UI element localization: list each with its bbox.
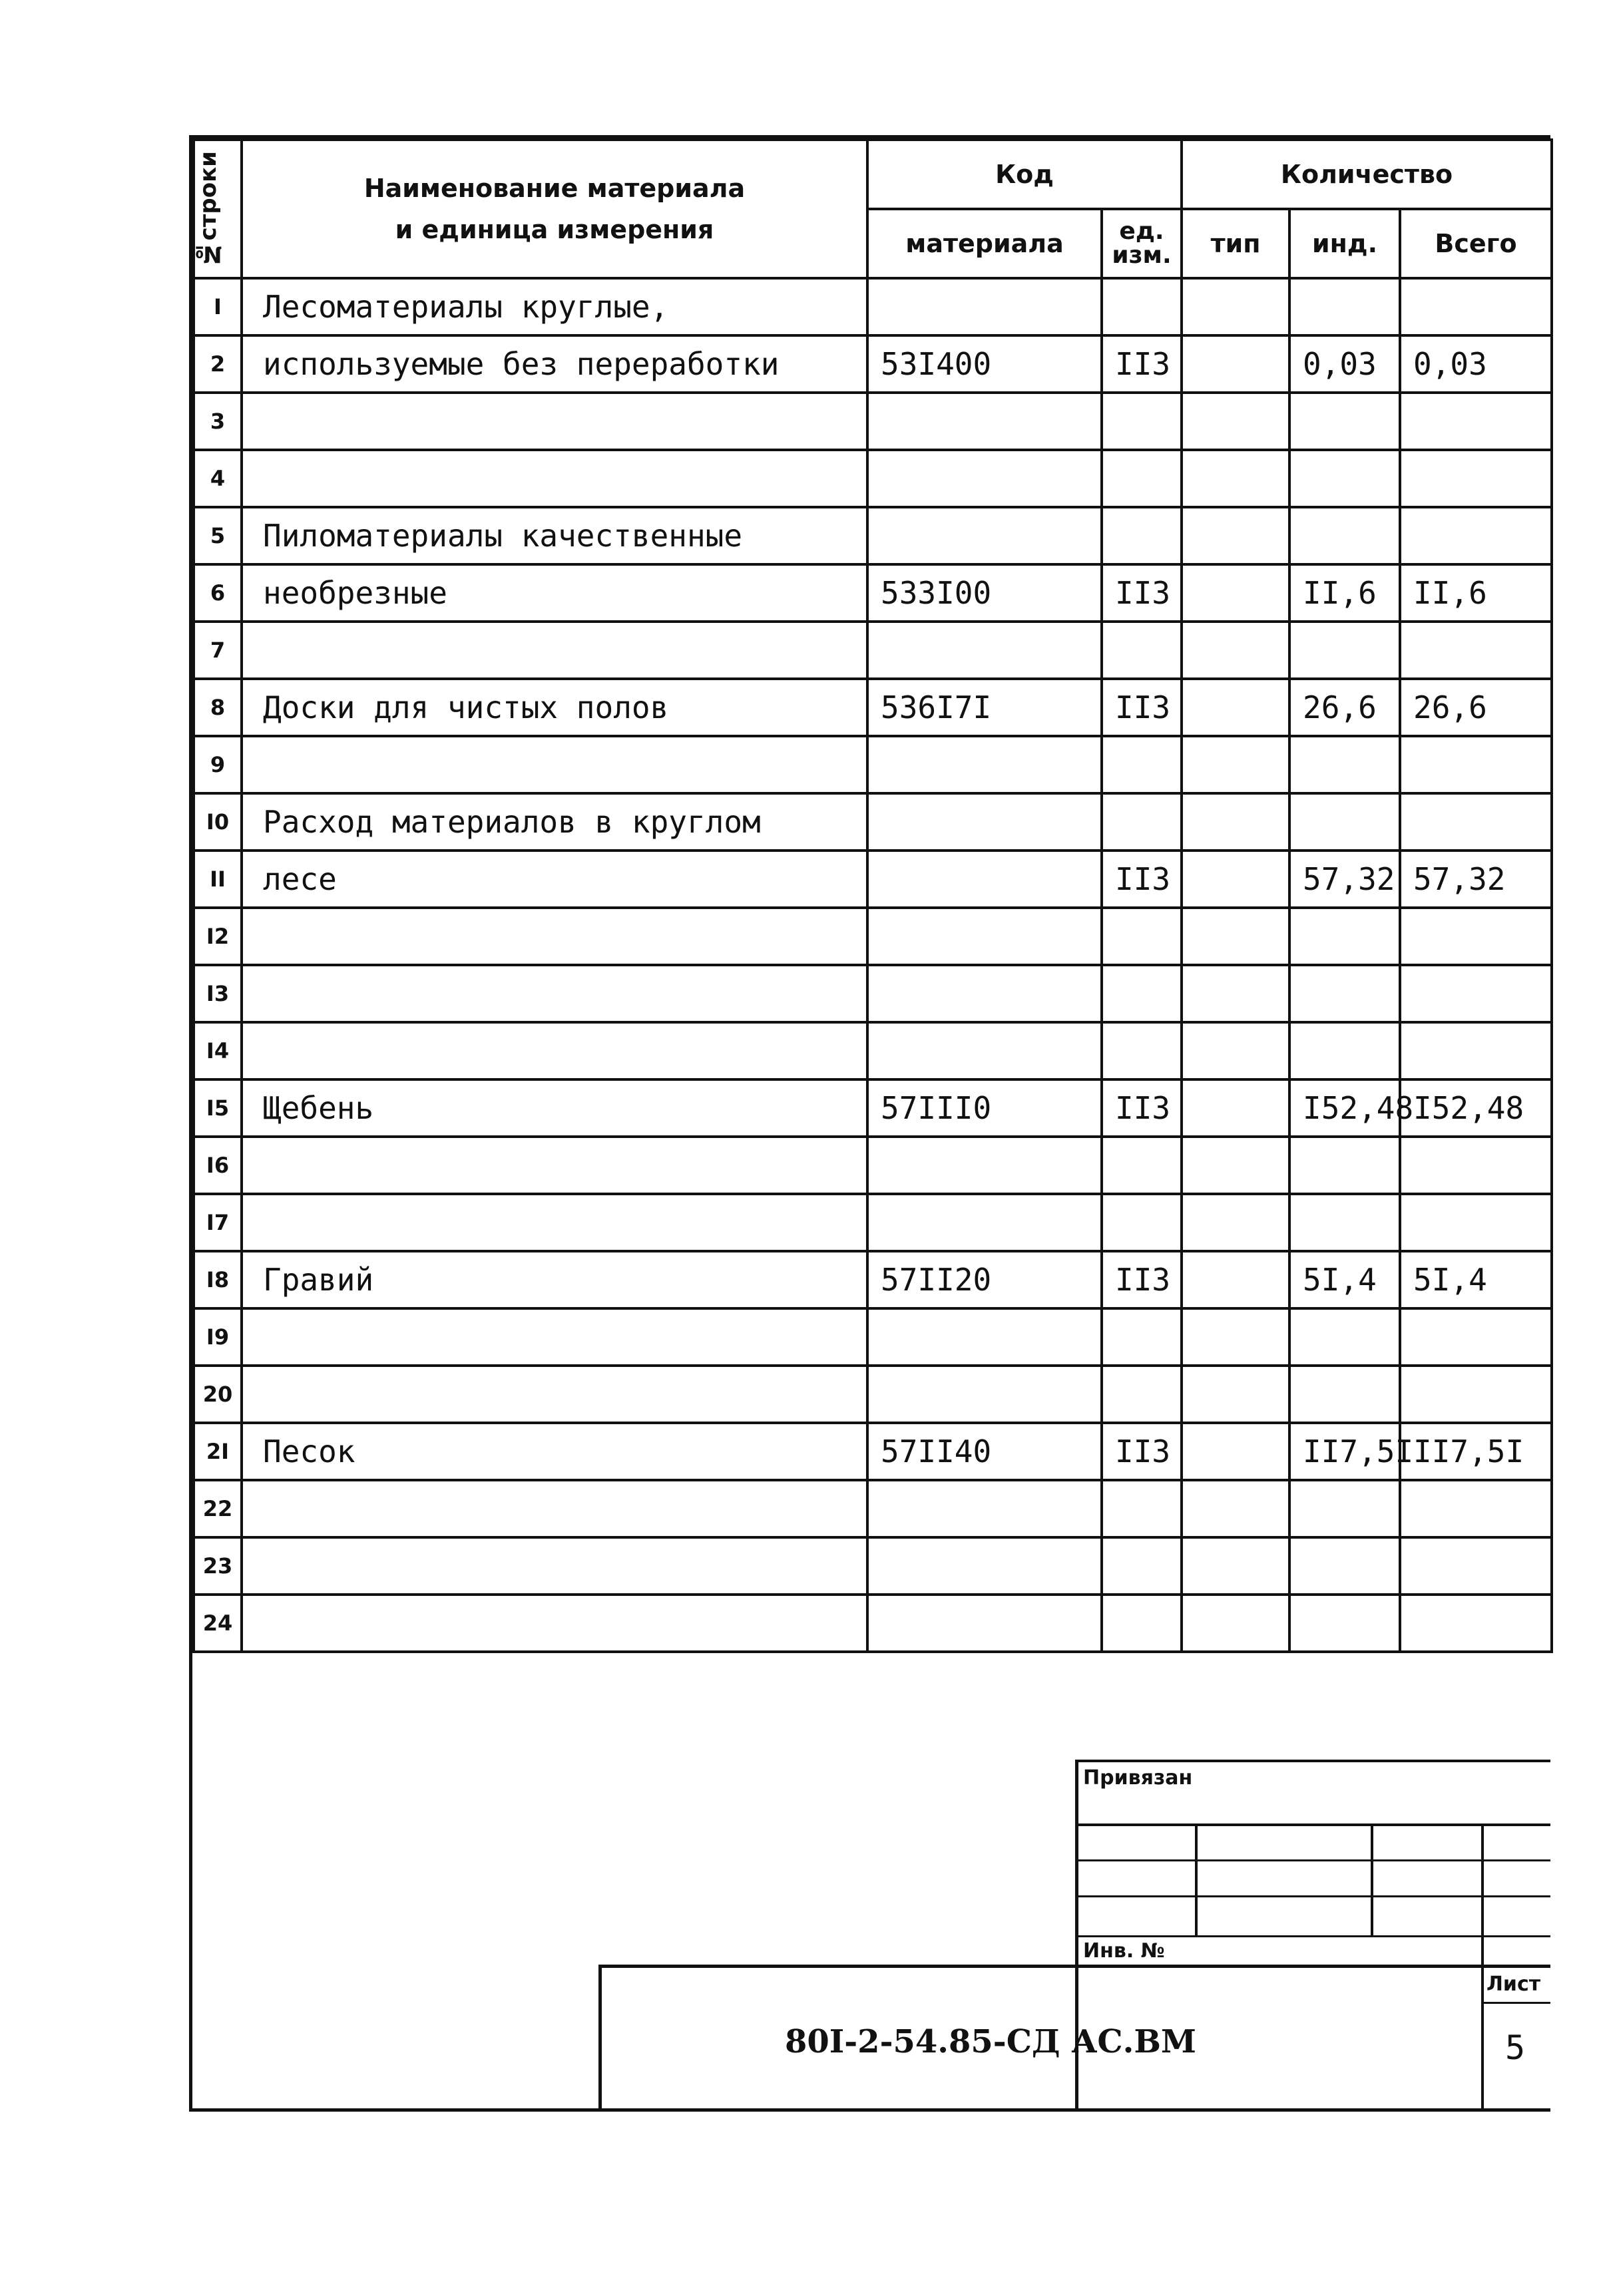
document-sheet xyxy=(189,135,1550,2112)
row-number: I6 xyxy=(194,1137,242,1194)
qty-total: II7,5I xyxy=(1400,1423,1552,1480)
row-number: 8 xyxy=(194,679,242,736)
row-number: I4 xyxy=(194,1022,242,1079)
material-name: лесе xyxy=(242,851,867,908)
stamp-frame-line xyxy=(598,1965,1550,1968)
qty-type-header: тип xyxy=(1182,209,1289,278)
code-unit-header-line2: изм. xyxy=(1112,242,1172,269)
unit-code: II3 xyxy=(1102,679,1182,736)
unit-code: II3 xyxy=(1102,1079,1182,1137)
row-number: I0 xyxy=(194,793,242,851)
stamp-frame-line xyxy=(1481,2002,1550,2004)
qty-ind: II,6 xyxy=(1289,564,1400,622)
material-code: 57III0 xyxy=(867,1079,1102,1137)
material-name: используемые без переработки xyxy=(242,335,867,393)
row-number: 9 xyxy=(194,736,242,793)
material-name: Гравий xyxy=(242,1251,867,1308)
code-header: Код xyxy=(867,140,1182,209)
stamp-frame-line xyxy=(1371,1823,1373,1935)
row-number: I2 xyxy=(194,908,242,965)
code-material-header: материала xyxy=(867,209,1102,278)
row-number: 7 xyxy=(194,622,242,679)
material-code: 533I00 xyxy=(867,564,1102,622)
material-code: 536I7I xyxy=(867,679,1102,736)
qty-total: 57,32 xyxy=(1400,851,1552,908)
title-block xyxy=(192,138,1550,2108)
stamp-frame-line xyxy=(1075,1823,1550,1826)
qty-ind: 5I,4 xyxy=(1289,1251,1400,1308)
sheet-number: 5 xyxy=(1505,2028,1526,2067)
row-number: I7 xyxy=(194,1194,242,1251)
material-name: Лесоматериалы круглые, xyxy=(242,278,867,335)
unit-code: II3 xyxy=(1102,851,1182,908)
qty-total: 0,03 xyxy=(1400,335,1552,393)
material-name-header-line1: Наименование материала xyxy=(363,174,746,203)
row-number: 2I xyxy=(194,1423,242,1480)
stamp-frame-line xyxy=(1075,1859,1550,1861)
material-name: Расход материалов в круглом xyxy=(242,793,867,851)
row-number: II xyxy=(194,851,242,908)
stamp-frame-line xyxy=(1075,1895,1550,1897)
material-name-header-line2: и единица измерения xyxy=(395,215,714,244)
row-number: 2 xyxy=(194,335,242,393)
row-number: 23 xyxy=(194,1537,242,1595)
qty-total: 26,6 xyxy=(1400,679,1552,736)
row-number: I3 xyxy=(194,965,242,1022)
row-number: 5 xyxy=(194,507,242,564)
unit-code: II3 xyxy=(1102,335,1182,393)
qty-total: 5I,4 xyxy=(1400,1251,1552,1308)
inventory-number-label: Инв. № xyxy=(1083,1939,1165,1963)
unit-code: II3 xyxy=(1102,564,1182,622)
stamp-frame-line xyxy=(1195,1823,1198,1935)
code-unit-header-line1: ед. xyxy=(1119,218,1164,245)
bound-label: Привязан xyxy=(1083,1766,1193,1790)
row-number-header-text: №строки xyxy=(195,150,222,268)
row-number: 20 xyxy=(194,1366,242,1423)
qty-ind: 57,32 xyxy=(1289,851,1400,908)
row-number: 4 xyxy=(194,450,242,507)
qty-ind-header: инд. xyxy=(1289,209,1400,278)
material-code: 53I400 xyxy=(867,335,1102,393)
row-number: I8 xyxy=(194,1251,242,1308)
row-number: 24 xyxy=(194,1595,242,1652)
stamp-frame-line xyxy=(1075,1935,1550,1937)
row-number: 22 xyxy=(194,1480,242,1537)
row-number: I5 xyxy=(194,1079,242,1137)
stamp-frame-line xyxy=(598,1965,602,2108)
qty-total: I52,48 xyxy=(1400,1079,1552,1137)
stamp-frame-line xyxy=(1075,1760,1550,1762)
material-name: Пиломатериалы качественные xyxy=(242,507,867,564)
row-number: 6 xyxy=(194,564,242,622)
material-code: 57II20 xyxy=(867,1251,1102,1308)
row-number: I xyxy=(194,278,242,335)
quantity-header: Количество xyxy=(1182,140,1552,209)
row-number: I9 xyxy=(194,1308,242,1366)
qty-total: II,6 xyxy=(1400,564,1552,622)
material-name: Песок xyxy=(242,1423,867,1480)
sheet-label: Лист xyxy=(1486,1973,1541,1996)
unit-code: II3 xyxy=(1102,1423,1182,1480)
qty-ind: II7,5I xyxy=(1289,1423,1400,1480)
qty-ind: I52,48 xyxy=(1289,1079,1400,1137)
unit-code: II3 xyxy=(1102,1251,1182,1308)
row-number: 3 xyxy=(194,393,242,450)
qty-ind: 26,6 xyxy=(1289,679,1400,736)
material-name: необрезные xyxy=(242,564,867,622)
material-name: Доски для чистых полов xyxy=(242,679,867,736)
material-code: 57II40 xyxy=(867,1423,1102,1480)
qty-total-header: Всего xyxy=(1400,209,1552,278)
qty-ind: 0,03 xyxy=(1289,335,1400,393)
material-name: Щебень xyxy=(242,1079,867,1137)
document-code: 80I-2-54.85-СД АС.ВМ xyxy=(785,2023,1197,2060)
